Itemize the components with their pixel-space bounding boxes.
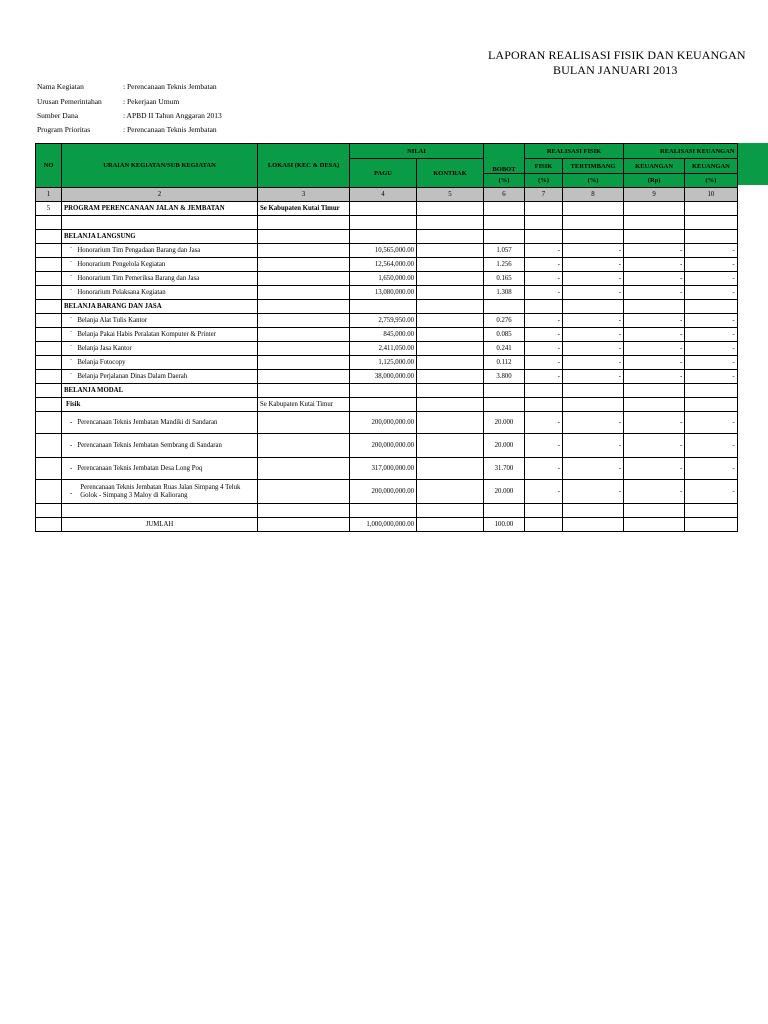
- item-pagu: 1,650,000.00: [350, 272, 417, 286]
- item-keuangan-rp: -: [624, 244, 685, 258]
- item-bobot: 20.000: [484, 434, 525, 458]
- item-keuangan-pct: -: [685, 480, 737, 504]
- item-keuangan-pct: -: [685, 328, 737, 342]
- item-bobot: 31.700: [484, 458, 525, 480]
- item-name: [62, 412, 258, 434]
- item-pagu: 1,125,000.00: [350, 356, 417, 370]
- item-label: Belanja Alat Tulis Kantor: [77, 317, 148, 324]
- item-tertimbang: -: [563, 356, 624, 370]
- item-name: [62, 286, 258, 300]
- table-row: [36, 286, 738, 300]
- item-label: Perencanaan Teknis Jembatan Desa Long Poq: [77, 465, 203, 472]
- table-row: [36, 258, 738, 272]
- item-bullet: `: [70, 261, 73, 268]
- meta-key: Sumber Dana: [37, 111, 79, 120]
- meta-sumber-dana: [37, 111, 222, 120]
- item-tertimbang: -: [563, 258, 624, 272]
- header-fisik: FISIK: [525, 159, 563, 174]
- item-tertimbang: -: [563, 458, 624, 480]
- item-keuangan-rp: -: [624, 286, 685, 300]
- item-fisik: -: [525, 342, 563, 356]
- item-bobot: 0.085: [484, 328, 525, 342]
- item-bobot: 0.112: [484, 356, 525, 370]
- header-no: NO: [36, 144, 62, 188]
- col-number: 6: [484, 188, 525, 202]
- col-number: 4: [350, 188, 417, 202]
- item-keuangan-pct: -: [685, 272, 737, 286]
- section-belanja-langsung: BELANJA LANGSUNG: [62, 230, 258, 244]
- item-keuangan-rp: -: [624, 328, 685, 342]
- item-label: Honorarium Pelaksana Kegiatan: [77, 289, 166, 296]
- meta-key: Nama Kegiatan: [37, 82, 84, 91]
- item-fisik: -: [525, 258, 563, 272]
- item-bobot: 20.000: [484, 480, 525, 504]
- item-bobot: 0.165: [484, 272, 525, 286]
- header-tertimbang-unit: (%): [563, 174, 624, 188]
- item-label: Honorarium Tim Pengadaan Barang dan Jasa: [77, 247, 201, 254]
- item-keuangan-rp: -: [624, 342, 685, 356]
- item-bullet: `: [70, 289, 73, 296]
- header-realisasi-keuangan: REALISASI KEUANGAN: [624, 144, 738, 159]
- report-title: LAPORAN REALISASI FISIK DAN KEUANGAN: [488, 48, 746, 62]
- col-number: 9: [624, 188, 685, 202]
- item-keuangan-rp: -: [624, 314, 685, 328]
- item-bullet: `: [70, 331, 73, 338]
- item-pagu: 317,000,000.00: [350, 458, 417, 480]
- item-fisik: -: [525, 272, 563, 286]
- item-name: [62, 272, 258, 286]
- header-keuangan-pct: KEUANGAN: [685, 159, 737, 174]
- total-pagu: 1,000,000,000.00: [350, 518, 417, 532]
- item-tertimbang: -: [563, 314, 624, 328]
- table-row: [36, 328, 738, 342]
- header-realisasi-fisik: REALISASI FISIK: [525, 144, 624, 159]
- item-fisik: -: [525, 480, 563, 504]
- item-name: [62, 342, 258, 356]
- meta-program: [37, 125, 217, 134]
- item-keuangan-pct: -: [685, 258, 737, 272]
- header-tertimbang: TERTIMBANG: [563, 159, 624, 174]
- header-nilai: NILAI: [350, 144, 484, 159]
- item-pagu: 2,759,950.00: [350, 314, 417, 328]
- item-keuangan-pct: -: [685, 342, 737, 356]
- table-row: [36, 272, 738, 286]
- total-label: JUMLAH: [62, 518, 258, 532]
- item-fisik: -: [525, 356, 563, 370]
- item-tertimbang: -: [563, 244, 624, 258]
- item-tertimbang: -: [563, 272, 624, 286]
- item-pagu: 2,411,050.00: [350, 342, 417, 356]
- item-keuangan-pct: -: [685, 314, 737, 328]
- section-belanja-modal: BELANJA MODAL: [62, 384, 258, 398]
- item-bullet: -: [70, 465, 73, 472]
- item-label: Honorarium Tim Pemeriksa Barang dan Jasa: [77, 275, 200, 282]
- meta-value: : Pekerjaan Umum: [123, 97, 180, 106]
- item-name: [62, 370, 258, 384]
- item-bobot: 1.256: [484, 258, 525, 272]
- table-row: [36, 412, 738, 434]
- item-label: Honorarium Pengelola Kegiatan: [77, 261, 166, 268]
- subsection-lokasi: Se Kabupaten Kutai Timur: [258, 398, 350, 412]
- item-bullet: `: [70, 373, 73, 380]
- program-lokasi: Se Kabupaten Kutai Timur: [258, 202, 350, 216]
- header-fisik-unit: (%): [525, 174, 563, 188]
- item-label: Perencanaan Teknis Jembatan Mandiki di Sandaran: [77, 419, 218, 426]
- item-name: [62, 434, 258, 458]
- item-bobot: 3.800: [484, 370, 525, 384]
- header-bobot-unit: (%): [484, 174, 525, 188]
- item-fisik: -: [525, 458, 563, 480]
- item-pagu: 12,564,000.00: [350, 258, 417, 272]
- header-kontrak: KONTRAK: [417, 159, 484, 188]
- item-fisik: -: [525, 412, 563, 434]
- program-name: PROGRAM PERENCANAAN JALAN & JEMBATAN: [62, 202, 258, 216]
- item-bobot: 1.057: [484, 244, 525, 258]
- item-tertimbang: -: [563, 412, 624, 434]
- item-bullet: `: [70, 345, 73, 352]
- spacer-row: [36, 504, 738, 518]
- table-row: [36, 370, 738, 384]
- total-bobot: 100.00: [484, 518, 525, 532]
- col-number: 8: [563, 188, 624, 202]
- col-number: 7: [525, 188, 563, 202]
- item-pagu: 200,000,000.00: [350, 434, 417, 458]
- item-name: [62, 314, 258, 328]
- item-tertimbang: -: [563, 370, 624, 384]
- item-label: Perencanaan Teknis Jembatan Sembrang di Sandaran: [77, 442, 222, 449]
- item-fisik: -: [525, 244, 563, 258]
- item-keuangan-pct: -: [685, 286, 737, 300]
- spacer-row: [36, 216, 738, 230]
- item-bullet: -: [70, 419, 73, 426]
- report-period: BULAN JANUARI 2013: [553, 63, 678, 77]
- col-number: 10: [685, 188, 737, 202]
- meta-key: Program Prioritas: [37, 125, 91, 134]
- item-bobot: 20.000: [484, 412, 525, 434]
- section-row: [36, 230, 738, 244]
- col-number: 2: [62, 188, 258, 202]
- item-pagu: 13,080,000.00: [350, 286, 417, 300]
- item-pagu: 200,000,000.00: [350, 480, 417, 504]
- section-belanja-barang: BELANJA BARANG DAN JASA: [62, 300, 258, 314]
- item-tertimbang: -: [563, 286, 624, 300]
- col-number: 1: [36, 188, 62, 202]
- item-bullet: -: [70, 442, 73, 449]
- section-row: [36, 300, 738, 314]
- item-keuangan-pct: -: [685, 244, 737, 258]
- item-label: Belanja Perjalanan Dinas Dalam Daerah: [77, 373, 188, 380]
- table-row: [36, 356, 738, 370]
- program-row: [36, 202, 738, 216]
- item-bullet: `: [70, 359, 73, 366]
- item-bullet: `: [70, 275, 73, 282]
- header-uraian: URAIAN KEGIATAN/SUB KEGIATAN: [62, 144, 258, 188]
- item-name-wrap: [70, 484, 255, 500]
- item-keuangan-pct: -: [685, 458, 737, 480]
- table-row: [36, 458, 738, 480]
- header-lokasi: LOKASI (KEC & DESA): [258, 144, 350, 188]
- meta-value: : APBD II Tahun Anggaran 2013: [123, 111, 222, 120]
- item-tertimbang: -: [563, 480, 624, 504]
- header-bobot: BOBOT: [484, 144, 525, 174]
- item-label: Belanja Jasa Kantor: [77, 345, 132, 352]
- item-name: [62, 244, 258, 258]
- item-keuangan-rp: -: [624, 370, 685, 384]
- item-keuangan-rp: -: [624, 412, 685, 434]
- program-no: 5: [36, 202, 62, 216]
- item-name: [62, 258, 258, 272]
- subsection-fisik: Fisik: [62, 398, 258, 412]
- item-keuangan-rp: -: [624, 434, 685, 458]
- item-fisik: -: [525, 434, 563, 458]
- item-keuangan-rp: -: [624, 356, 685, 370]
- column-number-row: [36, 188, 738, 202]
- item-label: Belanja Pakai Habis Peralatan Komputer & Printer: [77, 331, 216, 338]
- item-keuangan-rp: -: [624, 480, 685, 504]
- item-keuangan-pct: -: [685, 434, 737, 458]
- table-row: [36, 434, 738, 458]
- item-bobot: 0.276: [484, 314, 525, 328]
- meta-value: : Perencanaan Teknis Jembatan: [123, 82, 217, 91]
- meta-nama-kegiatan: [37, 82, 217, 91]
- meta-value: : Perencanaan Teknis Jembatan: [123, 125, 217, 134]
- item-fisik: -: [525, 286, 563, 300]
- item-keuangan-rp: -: [624, 258, 685, 272]
- item-pagu: 38,000,000.00: [350, 370, 417, 384]
- item-pagu: 845,000.00: [350, 328, 417, 342]
- item-fisik: -: [525, 314, 563, 328]
- table-row: [36, 244, 738, 258]
- header-keuangan-rp-unit: (Rp): [624, 174, 685, 188]
- item-name: [62, 356, 258, 370]
- item-name: [62, 480, 258, 504]
- item-fisik: -: [525, 328, 563, 342]
- table-row: [36, 314, 738, 328]
- item-bullet: `: [70, 247, 73, 254]
- item-label: Belanja Fotocopy: [77, 359, 126, 366]
- col-number: 5: [417, 188, 484, 202]
- item-bobot: 0.241: [484, 342, 525, 356]
- header-keuangan-pct-unit: (%): [685, 174, 737, 188]
- item-keuangan-rp: -: [624, 272, 685, 286]
- table-row: [36, 342, 738, 356]
- report-table: [35, 143, 738, 532]
- header-pagu: PAGU: [350, 159, 417, 188]
- item-pagu: 200,000,000.00: [350, 412, 417, 434]
- item-bullet: `: [70, 317, 73, 324]
- item-name: [62, 458, 258, 480]
- item-pagu: 10,565,000.00: [350, 244, 417, 258]
- item-label: Perencanaan Teknis Jembatan Ruas Jalan Simpang 4 Teluk Golok - Simpang 3 Maloy di Kaliorang: [80, 483, 241, 499]
- meta-key: Urusan Pemerintahan: [37, 97, 102, 106]
- item-name: [62, 328, 258, 342]
- item-tertimbang: -: [563, 328, 624, 342]
- subsection-row: [36, 398, 738, 412]
- item-bobot: 1.308: [484, 286, 525, 300]
- section-row: [36, 384, 738, 398]
- item-keuangan-pct: -: [685, 412, 737, 434]
- item-bullet: -: [70, 489, 73, 497]
- item-keuangan-pct: -: [685, 356, 737, 370]
- meta-urusan: [37, 97, 179, 106]
- item-fisik: -: [525, 370, 563, 384]
- header-keuangan-rp: KEUANGAN: [624, 159, 685, 174]
- item-keuangan-pct: -: [685, 370, 737, 384]
- item-keuangan-rp: -: [624, 458, 685, 480]
- item-tertimbang: -: [563, 342, 624, 356]
- item-tertimbang: -: [563, 434, 624, 458]
- col-number: 3: [258, 188, 350, 202]
- table-row: [36, 480, 738, 504]
- total-row: [36, 518, 738, 532]
